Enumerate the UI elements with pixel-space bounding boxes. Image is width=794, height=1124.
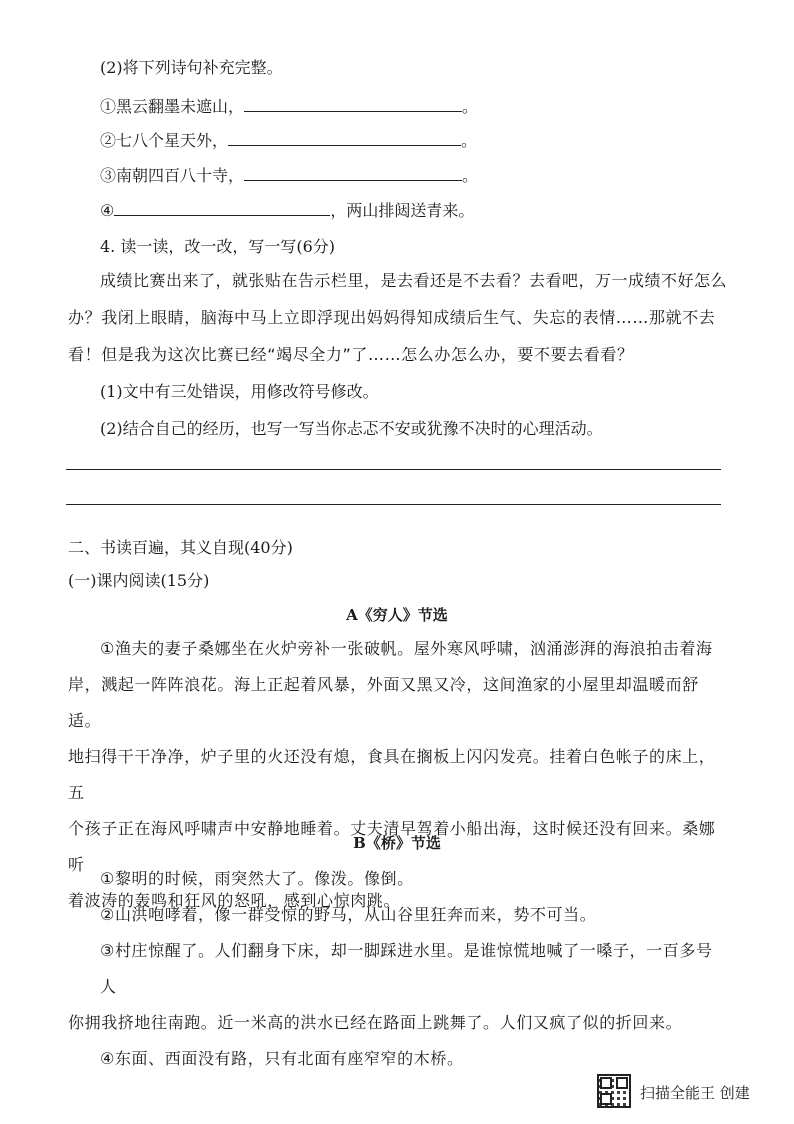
passage-a-line-1: ①渔夫的妻子桑娜坐在火炉旁补一张破帆。屋外寒风呼啸，汹涌澎湃的海浪拍击着海	[100, 639, 713, 658]
q2-item-3	[100, 165, 478, 187]
q2-item-1-blank[interactable]	[244, 97, 462, 112]
q2-item-4	[100, 200, 474, 222]
q4-title: 4. 读一读，改一改，写一写(6分)	[100, 237, 336, 256]
q4-passage-line-1: 成绩比赛出来了，就张贴在告示栏里，是去看还是不去看？去看吧，万一成绩不好怎么	[100, 271, 728, 290]
q2-item-1	[100, 96, 478, 118]
q4-sub-1: (1)文中有三处错误，用修改符号修改。	[100, 382, 379, 401]
q2-item-4-blank[interactable]	[114, 201, 330, 216]
scanner-watermark-label: 扫描全能王 创建	[640, 1084, 750, 1102]
q2-item-2-prefix: ②七八个星天外，	[100, 131, 229, 150]
q2-item-3-prefix: ③南朝四百八十寺，	[100, 166, 245, 185]
qr-code-icon	[597, 1074, 631, 1108]
q2-item-4-prefix: ④	[100, 201, 115, 220]
q2-item-2	[100, 130, 477, 152]
q2-item-1-end: 。	[462, 97, 479, 116]
passage-a-line-3: 地扫得干干净净，炉子里的火还没有熄，食具在搁板上闪闪发亮。挂着白色帐子的床上，五	[68, 747, 716, 802]
passage-a-line-5: 着波涛的轰鸣和狂风的怒吼，感到心惊肉跳。	[68, 891, 401, 910]
passage-b-line-3: ③村庄惊醒了。人们翻身下床，却一脚踩进水里。是谁惊慌地喊了一嗓子，一百多号人	[100, 941, 713, 996]
passage-b	[68, 861, 728, 1077]
answer-line-1[interactable]	[66, 469, 721, 470]
q2-item-3-end: 。	[462, 166, 479, 185]
q2-instruction: (2)将下列诗句补充完整。	[100, 58, 283, 77]
q2-item-1-prefix: ①黑云翻墨未遮山，	[100, 97, 245, 116]
q4-passage-line-3: 看！但是我为这次比赛已经“竭尽全力”了……怎么办怎么办，要不要去看看？	[68, 345, 634, 364]
section-2-subtitle: (一)课内阅读(15分)	[68, 571, 210, 590]
q4-passage-line-2: 办？我闭上眼睛，脑海中马上立即浮现出妈妈得知成绩后生气、失忘的表情……那就不去	[68, 308, 716, 327]
passage-a-title: A《穷人》节选	[346, 606, 448, 624]
passage-b-line-2: ②山洪咆哮着，像一群受惊的野马，从山谷里狂奔而来，势不可当。	[100, 905, 597, 924]
passage-a-line-4: 个孩子正在海风呼啸声中安静地睡着。丈夫清早驾着小船出海，这时候还没有回来。桑娜听	[68, 819, 716, 874]
answer-line-2[interactable]	[66, 504, 721, 505]
q2-item-3-blank[interactable]	[244, 166, 462, 181]
q2-item-2-end: 。	[461, 131, 478, 150]
passage-b-line-4: 你拥我挤地往南跑。近一米高的洪水已经在路面上跳舞了。人们又疯了似的折回来。	[68, 1013, 683, 1032]
q2-item-2-blank[interactable]	[228, 131, 461, 146]
passage-b-title: B《桥》节选	[353, 834, 441, 852]
passage-b-line-5: ④东面、西面没有路，只有北面有座窄窄的木桥。	[100, 1049, 464, 1068]
passage-b-line-1: ①黎明的时候，雨突然大了。像泼。像倒。	[100, 869, 414, 888]
section-2-title: 二、书读百遍，其义自现(40分)	[68, 538, 293, 557]
q2-item-4-suffix: ，两山排闼送青来。	[330, 201, 475, 220]
passage-a-line-2: 岸，溅起一阵阵浪花。海上正起着风暴，外面又黑又冷，这间渔家的小屋里却温暖而舒适。	[68, 675, 699, 730]
q4-sub-2: (2)结合自己的经历，也写一写当你忐忑不安或犹豫不决时的心理活动。	[100, 419, 603, 438]
